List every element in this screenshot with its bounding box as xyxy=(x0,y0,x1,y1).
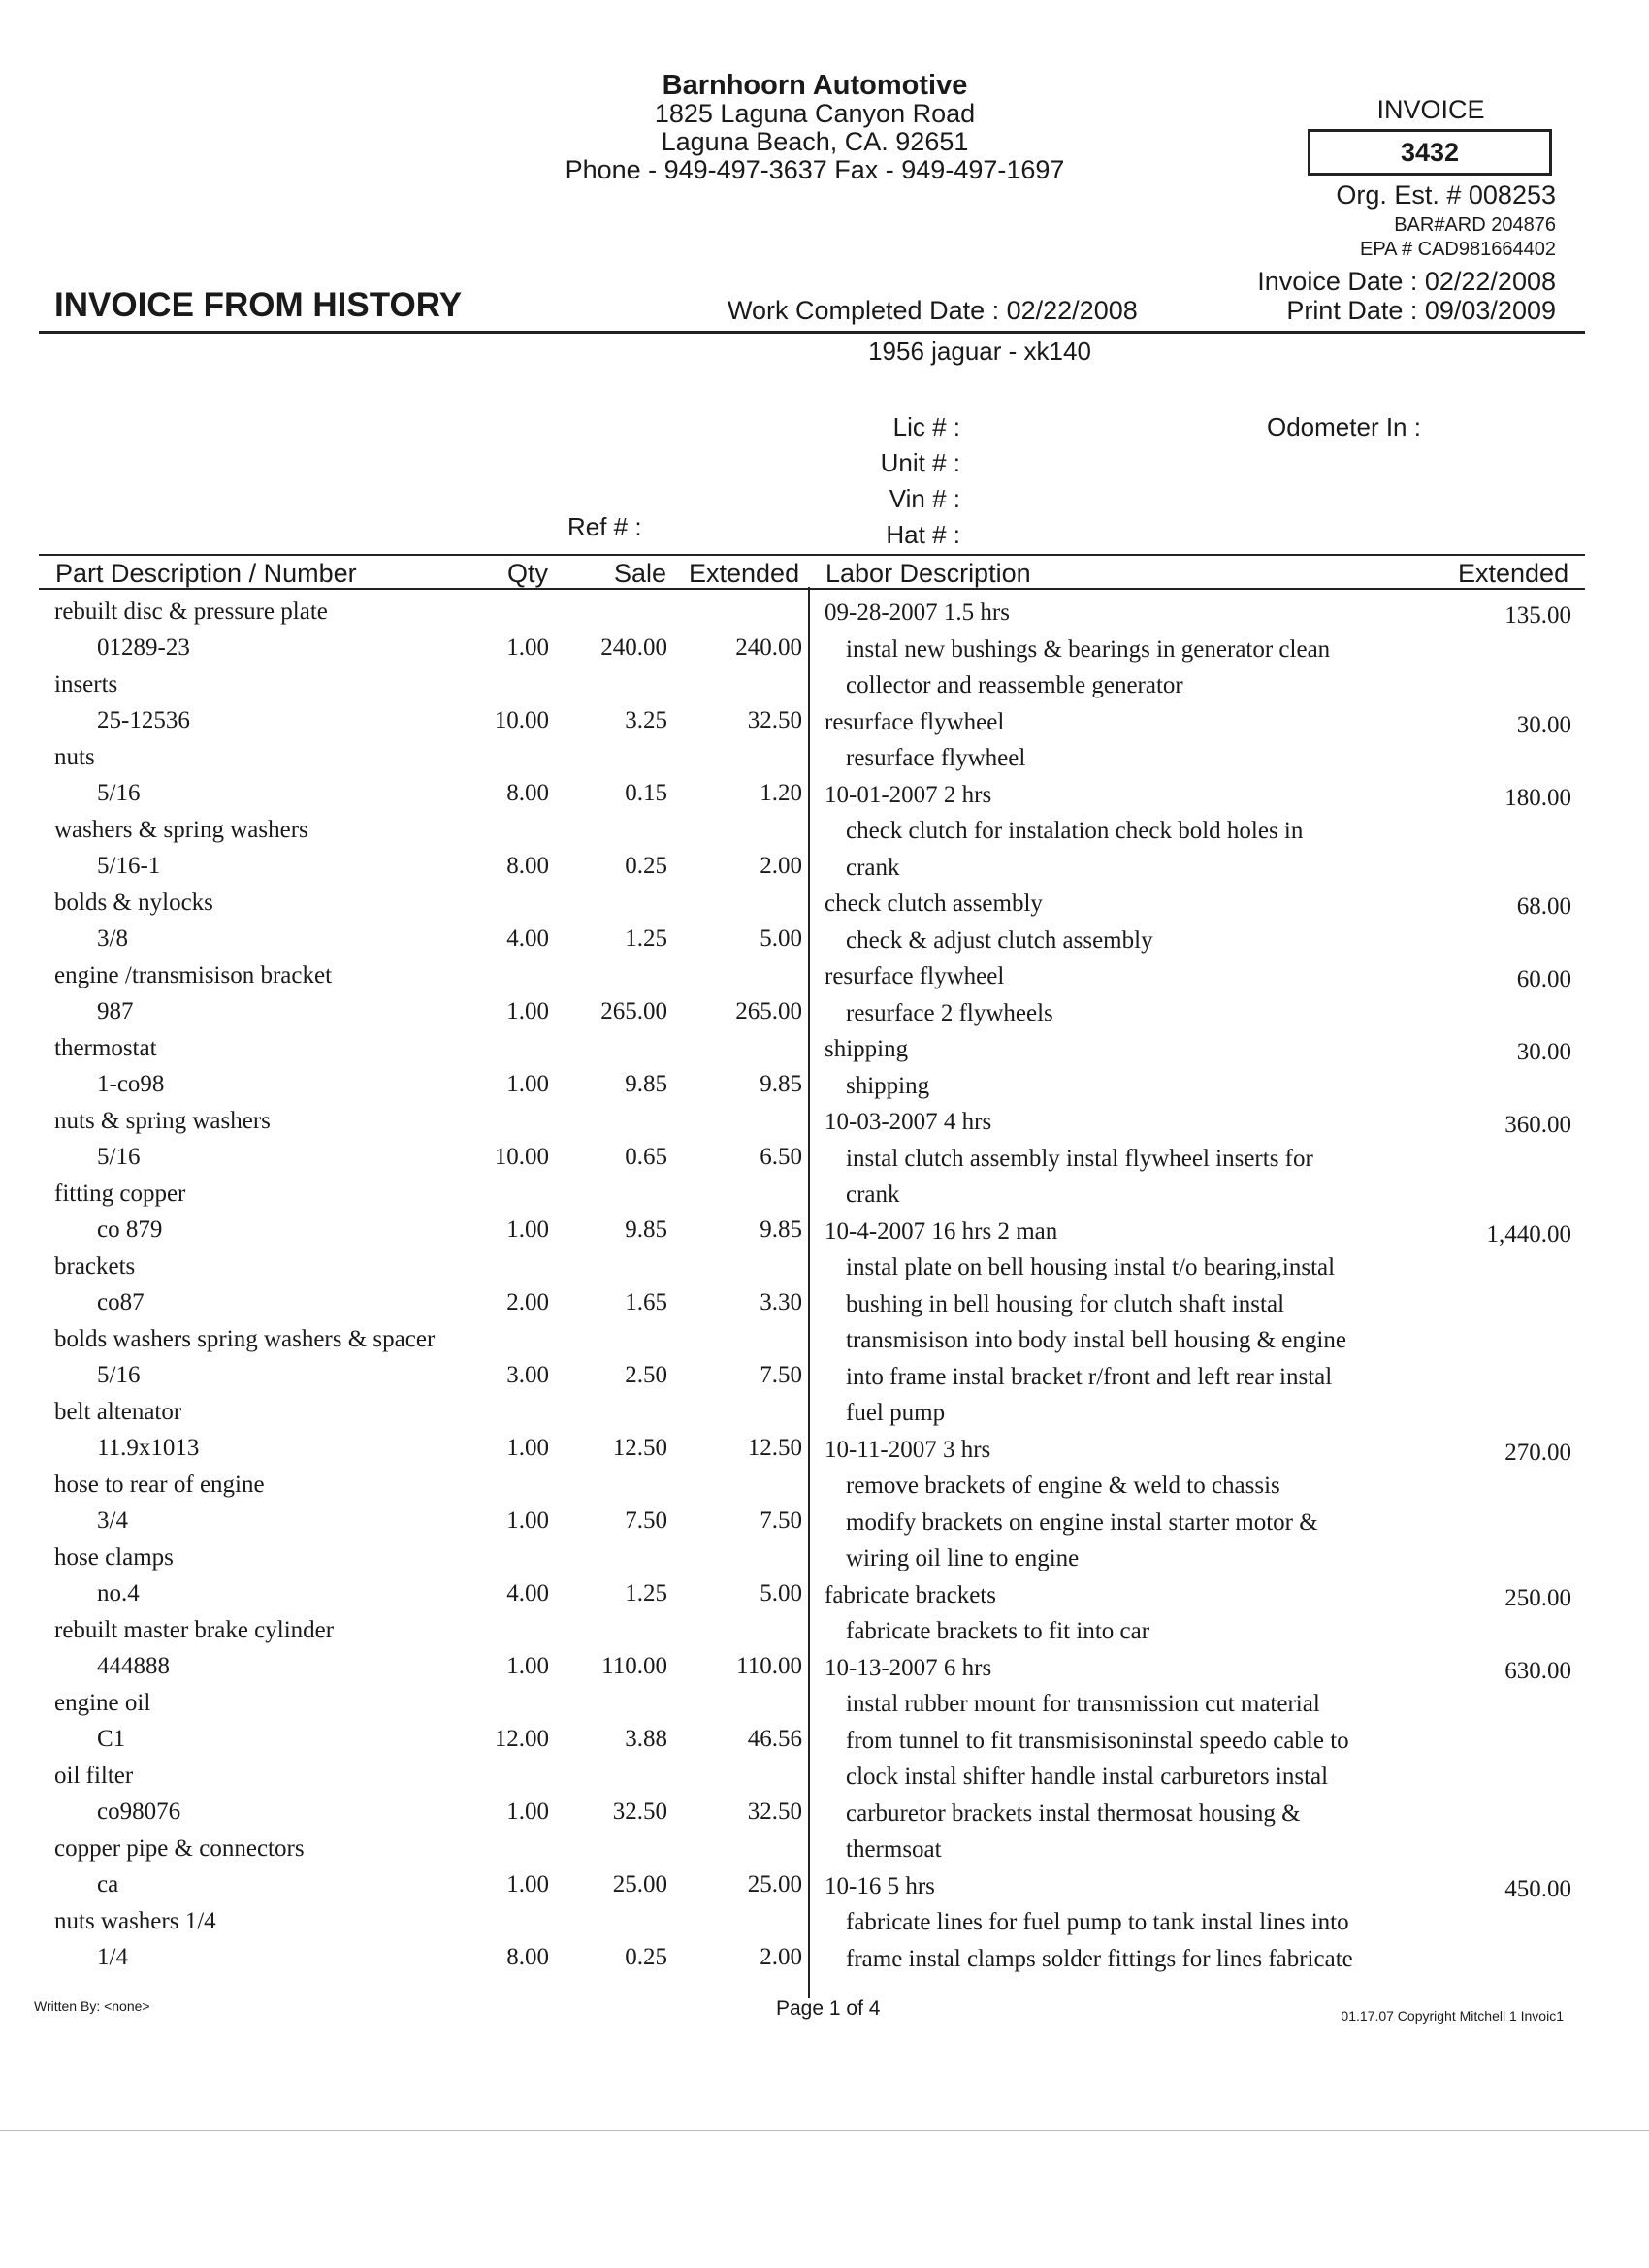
labor-amount: 30.00 xyxy=(1516,711,1571,738)
company-address-1: 1825 Laguna Canyon Road xyxy=(654,99,976,128)
part-qty: 1.00 xyxy=(506,1653,549,1679)
part-extended: 2.00 xyxy=(760,1944,802,1970)
part-number: 987 xyxy=(97,998,134,1024)
part-sale: 9.85 xyxy=(625,1071,667,1097)
labor-detail-line: into frame instal bracket r/front and left rear instal xyxy=(846,1363,1333,1390)
part-qty: 12.00 xyxy=(494,1726,549,1752)
part-description: bolds & nylocks xyxy=(54,890,213,916)
lic-label: Lic # : xyxy=(892,412,960,441)
part-number: 01289-23 xyxy=(97,634,190,661)
part-row xyxy=(0,599,807,671)
labor-detail-line: resurface 2 flywheels xyxy=(846,999,1053,1026)
part-description: nuts & spring washers xyxy=(54,1108,271,1134)
part-row xyxy=(0,1763,807,1835)
labor-detail-line: bushing in bell housing for clutch shaft instal xyxy=(846,1290,1285,1317)
labor-title: resurface flywheel xyxy=(824,963,1005,989)
labor-title: 10-01-2007 2 hrs xyxy=(824,781,992,808)
part-sale: 1.65 xyxy=(625,1289,667,1315)
part-sale: 110.00 xyxy=(601,1653,667,1679)
part-row xyxy=(0,1399,807,1472)
part-number: ca xyxy=(97,1871,119,1897)
part-row xyxy=(0,1835,807,1908)
part-number: 5/16 xyxy=(97,1144,141,1170)
labor-title: fabricate brackets xyxy=(824,1581,996,1608)
part-extended: 5.00 xyxy=(760,1580,802,1606)
part-qty: 4.00 xyxy=(506,1580,549,1606)
labor-item xyxy=(824,1872,1571,1982)
part-extended: 9.85 xyxy=(760,1216,802,1243)
vehicle-name: 1956 jaguar - xk140 xyxy=(868,337,1091,366)
company-address-2: Laguna Beach, CA. 92651 xyxy=(661,127,969,156)
labor-item xyxy=(824,708,1571,781)
labor-amount: 1,440.00 xyxy=(1486,1220,1571,1247)
part-sale: 1.25 xyxy=(625,925,667,952)
part-number: 444888 xyxy=(97,1653,170,1679)
part-sale: 0.15 xyxy=(625,780,667,806)
part-extended: 110.00 xyxy=(736,1653,802,1679)
part-qty: 1.00 xyxy=(506,1216,549,1243)
labor-detail-line: instal clutch assembly instal flywheel inserts for xyxy=(846,1145,1313,1172)
labor-amount: 60.00 xyxy=(1516,966,1571,992)
header-qty: Qty xyxy=(507,559,549,588)
parts-list xyxy=(0,599,807,1981)
part-extended: 3.30 xyxy=(760,1289,802,1315)
company-block xyxy=(504,72,1125,184)
part-description: belt altenator xyxy=(54,1399,182,1425)
part-extended: 9.85 xyxy=(760,1071,802,1097)
labor-list xyxy=(824,599,1571,1981)
part-extended: 240.00 xyxy=(735,634,802,661)
part-row xyxy=(0,1690,807,1763)
labor-detail-line: frame instal clamps solder fittings for lines fabricate xyxy=(846,1945,1353,1972)
part-extended: 6.50 xyxy=(760,1144,802,1170)
ref-label: Ref # : xyxy=(567,512,642,541)
labor-title: 09-28-2007 1.5 hrs xyxy=(824,599,1010,626)
part-sale: 0.25 xyxy=(625,1944,667,1970)
part-row xyxy=(0,1035,807,1108)
labor-detail-line: fuel pump xyxy=(846,1400,946,1426)
copyright-note: 01.17.07 Copyright Mitchell 1 Invoic1 xyxy=(1341,2008,1564,2024)
part-sale: 2.50 xyxy=(625,1362,667,1388)
labor-detail-line: transmisison into body instal bell housing & engine xyxy=(846,1327,1346,1353)
part-qty: 1.00 xyxy=(506,634,549,661)
labor-detail-line: thermsoat xyxy=(846,1836,942,1863)
page-title: INVOICE FROM HISTORY xyxy=(54,286,463,324)
part-extended: 7.50 xyxy=(760,1362,802,1388)
part-number: 1/4 xyxy=(97,1944,128,1970)
part-description: copper pipe & connectors xyxy=(54,1835,305,1862)
labor-amount: 250.00 xyxy=(1504,1584,1571,1611)
part-extended: 265.00 xyxy=(735,998,802,1024)
part-row xyxy=(0,1326,807,1399)
part-description: rebuilt master brake cylinder xyxy=(54,1617,335,1643)
vin-label: Vin # : xyxy=(889,484,960,513)
header-part-description: Part Description / Number xyxy=(55,559,357,588)
part-description: brackets xyxy=(54,1253,136,1280)
part-row xyxy=(0,890,807,962)
part-number: 1-co98 xyxy=(97,1071,165,1097)
part-description: engine /transmisison bracket xyxy=(54,962,333,988)
part-qty: 4.00 xyxy=(506,925,549,952)
part-row xyxy=(0,1181,807,1253)
invoice-date: Invoice Date : 02/22/2008 xyxy=(1257,267,1556,296)
part-description: inserts xyxy=(54,671,118,697)
labor-detail-line: fabricate brackets to fit into car xyxy=(846,1618,1150,1644)
labor-detail-line: instal rubber mount for transmission cut material xyxy=(846,1691,1320,1717)
part-row xyxy=(0,1472,807,1544)
part-description: hose to rear of engine xyxy=(54,1472,265,1498)
labor-detail-line: crank xyxy=(846,1182,900,1208)
part-description: rebuilt disc & pressure plate xyxy=(54,599,328,625)
part-description: bolds washers spring washers & spacer xyxy=(54,1326,436,1352)
part-qty: 10.00 xyxy=(494,707,549,733)
header-labor-description: Labor Description xyxy=(825,559,1031,588)
part-extended: 25.00 xyxy=(747,1871,802,1897)
part-row xyxy=(0,1253,807,1326)
labor-title: check clutch assembly xyxy=(824,891,1043,917)
part-description: nuts washers 1/4 xyxy=(54,1908,216,1934)
labor-item xyxy=(824,1035,1571,1108)
labor-item xyxy=(824,1436,1571,1581)
part-number: C1 xyxy=(97,1726,126,1752)
labor-item xyxy=(824,890,1571,962)
labor-item xyxy=(824,1654,1571,1872)
part-description: washers & spring washers xyxy=(54,817,308,843)
page-bottom-edge xyxy=(0,2130,1649,2131)
part-extended: 5.00 xyxy=(760,925,802,952)
part-extended: 32.50 xyxy=(747,1798,802,1825)
header-divider xyxy=(39,331,1585,334)
part-qty: 8.00 xyxy=(506,853,549,879)
part-sale: 0.25 xyxy=(625,853,667,879)
labor-amount: 450.00 xyxy=(1504,1875,1571,1902)
part-number: 3/4 xyxy=(97,1507,128,1534)
labor-detail-line: check clutch for instalation check bold holes in xyxy=(846,818,1304,844)
bar-number: BAR#ARD 204876 xyxy=(1394,214,1556,236)
part-number: 11.9x1013 xyxy=(97,1435,200,1461)
part-extended: 7.50 xyxy=(760,1507,802,1534)
header-extended: Extended xyxy=(689,559,800,588)
labor-title: 10-03-2007 4 hrs xyxy=(824,1109,992,1135)
part-number: 3/8 xyxy=(97,925,128,952)
labor-detail-line: modify brackets on engine instal starter motor & xyxy=(846,1508,1318,1536)
part-description: thermostat xyxy=(54,1035,157,1061)
part-sale: 25.00 xyxy=(612,1871,667,1897)
part-number: 5/16 xyxy=(97,780,141,806)
part-number: 5/16 xyxy=(97,1362,141,1388)
labor-title: shipping xyxy=(824,1036,909,1062)
part-qty: 1.00 xyxy=(506,1435,549,1461)
part-qty: 8.00 xyxy=(506,780,549,806)
company-name: Barnhoorn Automotive xyxy=(662,70,968,101)
labor-title: 10-11-2007 3 hrs xyxy=(824,1436,991,1463)
part-number: 25-12536 xyxy=(97,707,190,733)
labor-amount: 270.00 xyxy=(1504,1439,1571,1466)
invoice-label: INVOICE xyxy=(1376,95,1485,124)
header-labor-extended: Extended xyxy=(1458,559,1569,588)
labor-amount: 360.00 xyxy=(1504,1112,1571,1138)
part-row xyxy=(0,1544,807,1617)
labor-item xyxy=(824,962,1571,1035)
labor-item xyxy=(824,781,1571,891)
part-qty: 8.00 xyxy=(506,1944,549,1970)
part-extended: 2.00 xyxy=(760,853,802,879)
part-number: co98076 xyxy=(97,1798,181,1825)
part-sale: 7.50 xyxy=(625,1507,667,1534)
part-qty: 10.00 xyxy=(494,1144,549,1170)
labor-detail-line: fabricate lines for fuel pump to tank instal lines into xyxy=(846,1909,1349,1935)
page-number: Page 1 of 4 xyxy=(776,1997,881,2020)
labor-detail-line: resurface flywheel xyxy=(846,745,1026,771)
part-sale: 0.65 xyxy=(625,1144,667,1170)
labor-detail-line: clock instal shifter handle instal carburetors instal xyxy=(846,1764,1329,1790)
part-extended: 12.50 xyxy=(747,1435,802,1461)
labor-item xyxy=(824,1108,1571,1217)
work-completed-date: Work Completed Date : 02/22/2008 xyxy=(728,296,1138,325)
part-description: oil filter xyxy=(54,1763,134,1789)
labor-detail-line: from tunnel to fit transmisisoninstal speedo cable to xyxy=(846,1727,1349,1754)
part-qty: 1.00 xyxy=(506,1507,549,1534)
part-number: no.4 xyxy=(97,1580,140,1606)
column-separator xyxy=(808,587,810,1998)
column-header-top-rule xyxy=(39,554,1585,556)
part-extended: 46.56 xyxy=(747,1726,802,1752)
part-qty: 2.00 xyxy=(506,1289,549,1315)
part-sale: 3.25 xyxy=(625,707,667,733)
hat-label: Hat # : xyxy=(886,520,960,549)
part-sale: 1.25 xyxy=(625,1580,667,1606)
part-qty: 1.00 xyxy=(506,1071,549,1097)
part-row xyxy=(0,962,807,1035)
labor-item xyxy=(824,1217,1571,1436)
part-sale: 240.00 xyxy=(600,634,667,661)
labor-amount: 68.00 xyxy=(1516,893,1571,920)
unit-label: Unit # : xyxy=(880,448,960,477)
part-number: co87 xyxy=(97,1289,145,1315)
written-by: Written By: <none> xyxy=(34,1998,150,2014)
column-header-bottom-rule xyxy=(39,588,1585,590)
labor-detail-line: check & adjust clutch assembly xyxy=(846,926,1153,954)
labor-detail-line: instal new bushings & bearings in generator clean xyxy=(846,635,1331,663)
labor-item xyxy=(824,599,1571,708)
part-sale: 3.88 xyxy=(625,1726,667,1752)
part-qty: 1.00 xyxy=(506,1798,549,1825)
part-row xyxy=(0,1108,807,1181)
part-row xyxy=(0,744,807,817)
labor-amount: 180.00 xyxy=(1504,784,1571,811)
part-sale: 265.00 xyxy=(600,998,667,1024)
epa-number: EPA # CAD981664402 xyxy=(1359,239,1556,260)
part-qty: 1.00 xyxy=(506,998,549,1024)
part-extended: 32.50 xyxy=(747,707,802,733)
labor-title: 10-16 5 hrs xyxy=(824,1872,935,1899)
labor-detail-line: shipping xyxy=(846,1072,930,1099)
header-sale: Sale xyxy=(614,559,667,588)
company-contact: Phone - 949-497-3637 Fax - 949-497-1697 xyxy=(565,155,1065,184)
odometer-label: Odometer In : xyxy=(1267,412,1421,441)
labor-detail-line: wiring oil line to engine xyxy=(846,1545,1080,1571)
labor-detail-line: collector and reassemble generator xyxy=(846,672,1183,698)
labor-item xyxy=(824,1581,1571,1654)
print-date: Print Date : 09/03/2009 xyxy=(1286,296,1556,325)
part-row xyxy=(0,1617,807,1690)
labor-amount: 135.00 xyxy=(1504,602,1571,629)
part-sale: 9.85 xyxy=(625,1216,667,1243)
labor-detail-line: crank xyxy=(846,854,900,881)
part-sale: 32.50 xyxy=(612,1798,667,1825)
part-description: fitting copper xyxy=(54,1181,186,1207)
invoice-number-box: 3432 xyxy=(1308,129,1552,176)
labor-title: 10-4-2007 16 hrs 2 man xyxy=(824,1217,1058,1245)
labor-detail-line: remove brackets of engine & weld to chassis xyxy=(846,1473,1280,1499)
labor-detail-line: instal plate on bell housing instal t/o bearing,instal xyxy=(846,1254,1336,1280)
part-description: hose clamps xyxy=(54,1544,174,1571)
part-row xyxy=(0,671,807,744)
part-description: engine oil xyxy=(54,1690,151,1716)
part-row xyxy=(0,817,807,890)
labor-amount: 630.00 xyxy=(1504,1657,1571,1684)
labor-title: 10-13-2007 6 hrs xyxy=(824,1654,992,1681)
part-number: co 879 xyxy=(97,1216,163,1243)
labor-detail-line: carburetor brackets instal thermosat housing & xyxy=(846,1799,1301,1827)
org-estimate: Org. Est. # 008253 xyxy=(1336,180,1556,210)
part-qty: 1.00 xyxy=(506,1871,549,1897)
labor-amount: 30.00 xyxy=(1516,1039,1571,1065)
labor-title: resurface flywheel xyxy=(824,708,1005,735)
part-number: 5/16-1 xyxy=(97,853,161,879)
part-description: nuts xyxy=(54,744,95,770)
part-row xyxy=(0,1908,807,1981)
part-extended: 1.20 xyxy=(760,780,802,806)
part-qty: 3.00 xyxy=(506,1362,549,1388)
part-sale: 12.50 xyxy=(612,1435,667,1461)
